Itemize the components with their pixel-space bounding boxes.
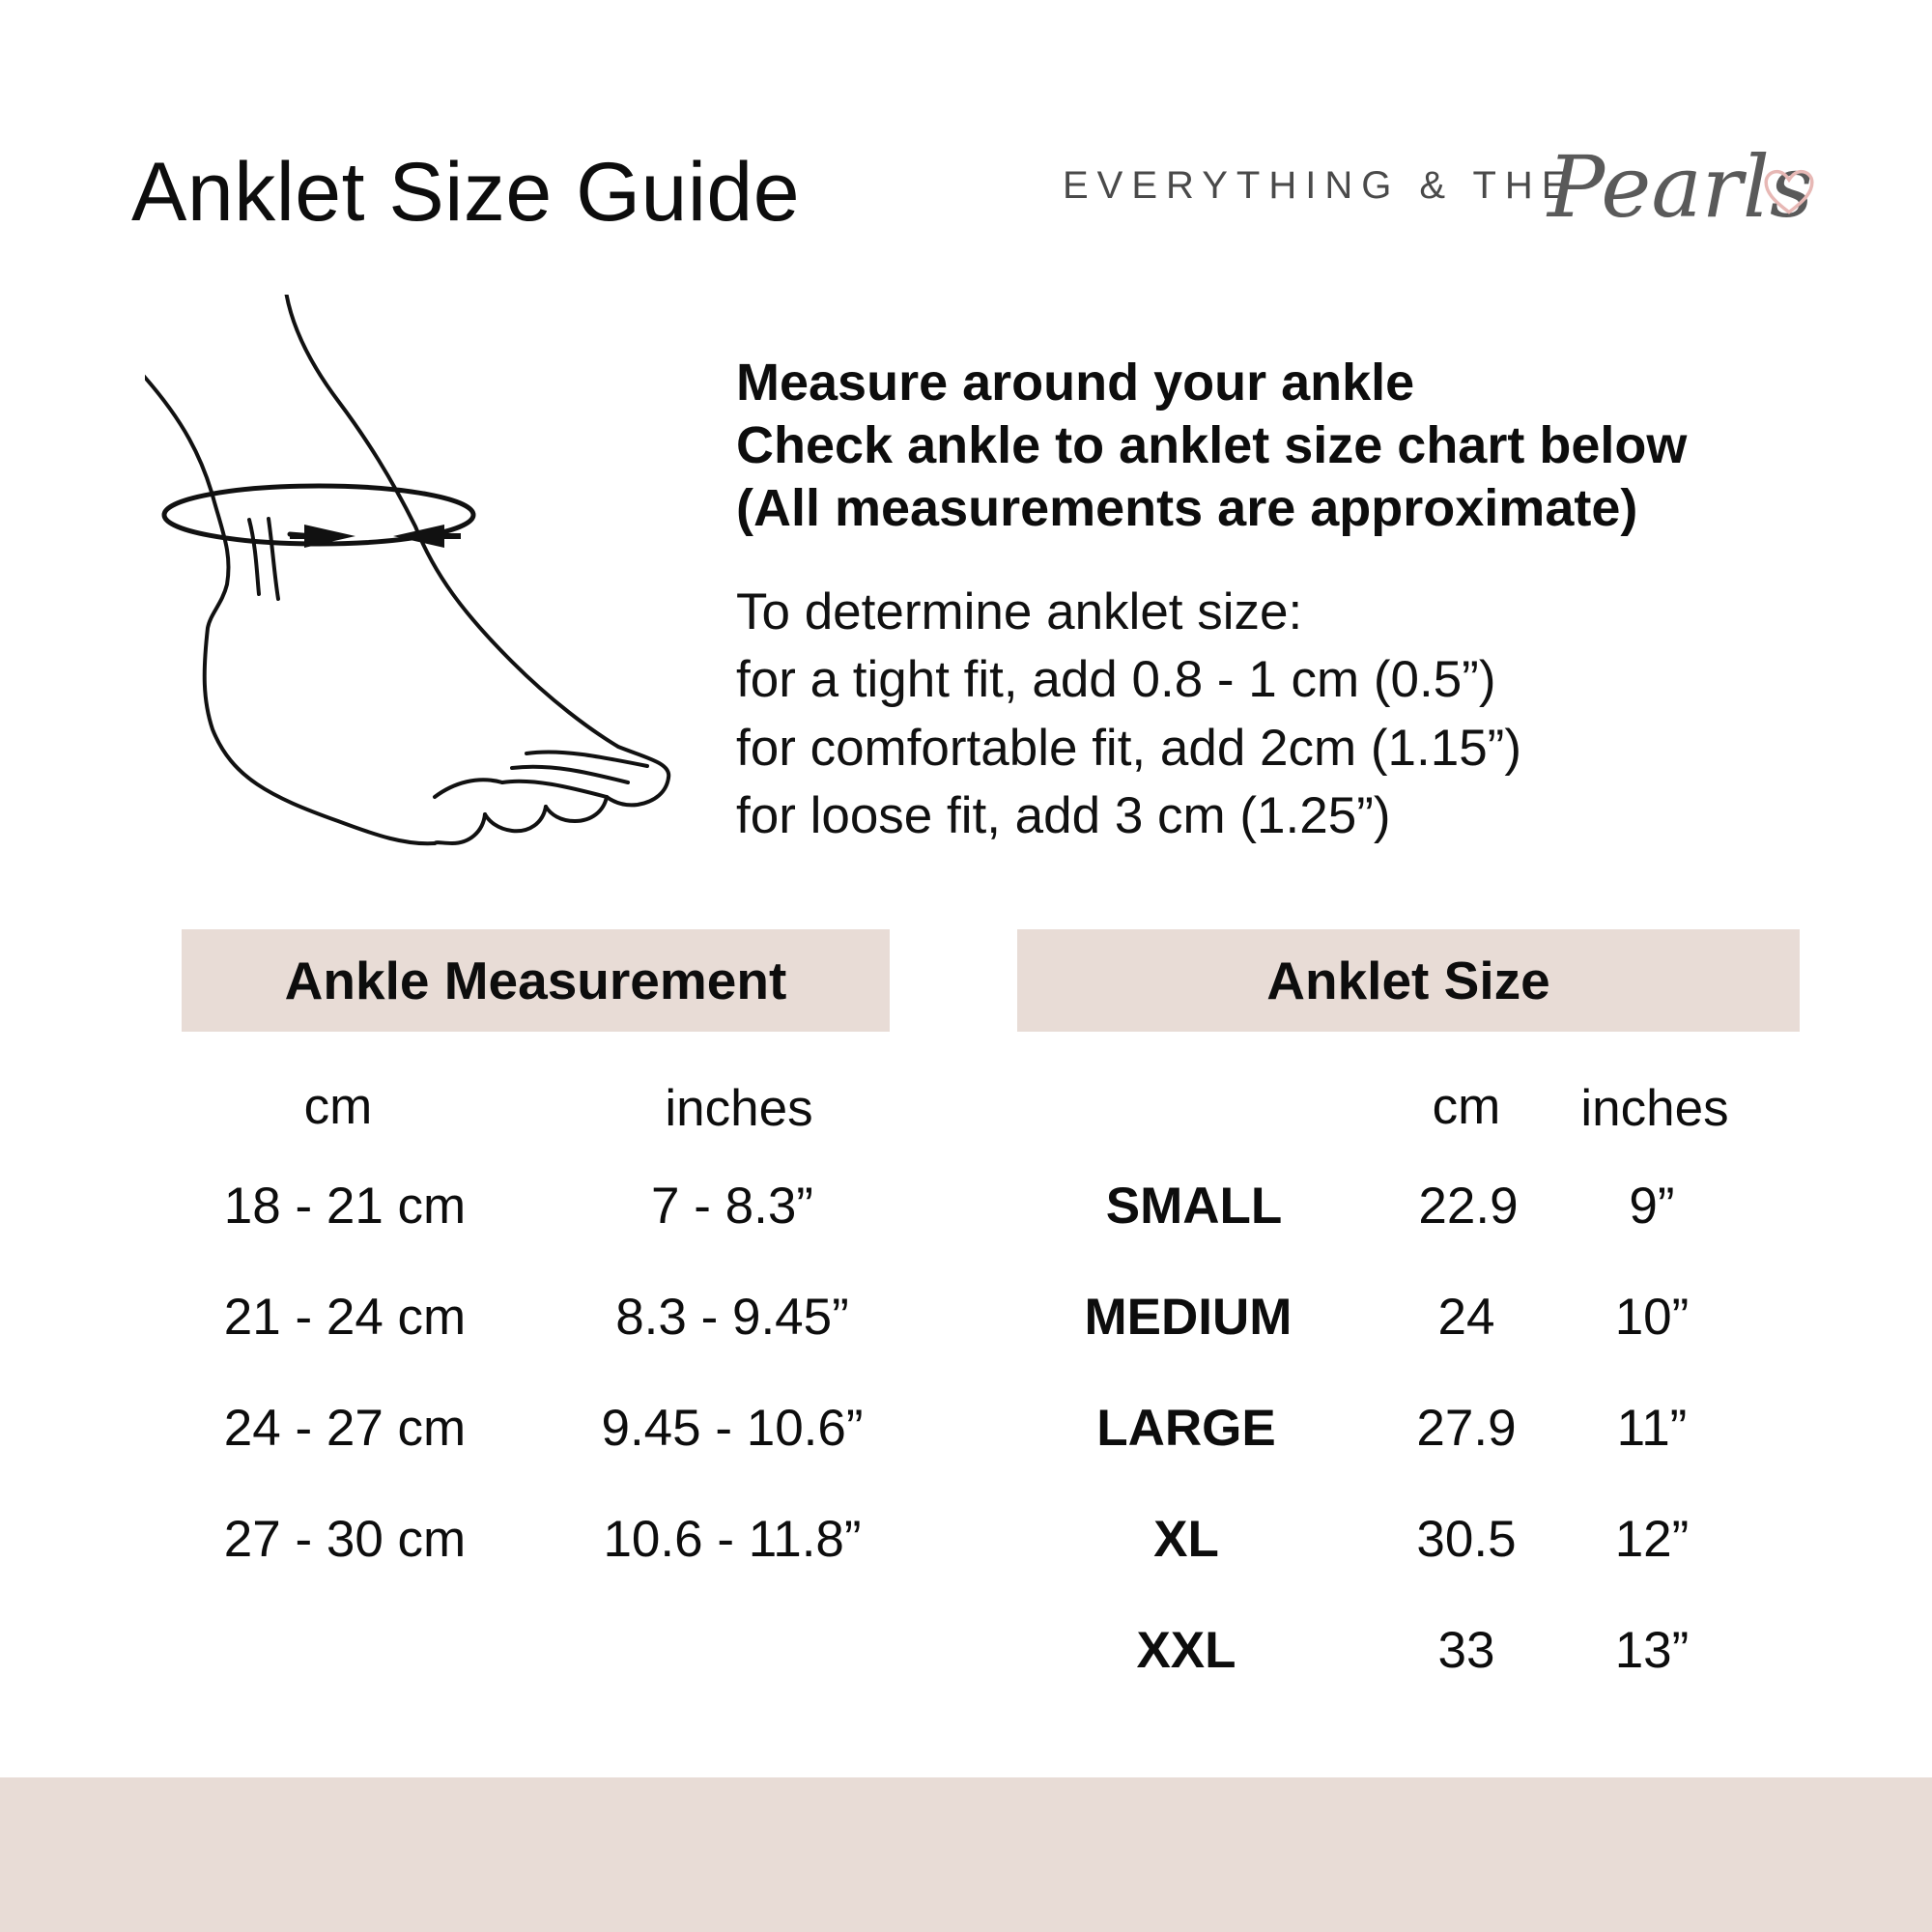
size-name: XXL [1136,1622,1236,1679]
column-header-cm: cm [1432,1078,1501,1135]
size-name: SMALL [1105,1178,1283,1235]
footer-band [0,1777,1932,1932]
size-name: XL [1153,1511,1219,1568]
instruction-line: To determine anklet size: [736,583,1303,640]
column-header-inches: inches [1580,1080,1729,1137]
table-cell-cm: 22.9 [1418,1178,1519,1235]
brand-script: Pearls [1548,137,1814,237]
anklet-size-header: Anklet Size [1017,929,1800,1032]
table-cell-cm: 18 - 21 cm [223,1178,467,1235]
table-cell-cm: 24 - 27 cm [223,1400,467,1457]
table-cell-cm: 21 - 24 cm [223,1289,467,1346]
table-cell-cm: 27.9 [1416,1400,1517,1457]
table-cell-inches: 9.45 - 10.6” [601,1400,864,1457]
instruction-line: for loose fit, add 3 cm (1.25”) [736,787,1391,844]
brand-text: EVERYTHING & THE [1063,164,1577,207]
table-cell-inches: 8.3 - 9.45” [615,1289,849,1346]
size-name: LARGE [1096,1400,1276,1457]
instruction-bold-line: Measure around your ankle [736,354,1415,412]
table-cell-cm: 33 [1437,1622,1495,1679]
table-cell-inches: 10” [1614,1289,1690,1346]
table-cell-inches: 9” [1629,1178,1675,1235]
instruction-bold-line: (All measurements are approximate) [736,479,1638,537]
ankle-measurement-header: Ankle Measurement [182,929,890,1032]
table-cell-inches: 12” [1614,1511,1690,1568]
table-cell-inches: 11” [1616,1400,1688,1457]
instruction-bold-line: Check ankle to anklet size chart below [736,416,1688,474]
column-header-inches: inches [665,1080,813,1137]
table-cell-cm: 24 [1437,1289,1495,1346]
brand-logo [1063,137,1816,242]
instruction-line: for comfortable fit, add 2cm (1.15”) [736,720,1521,777]
column-header-cm: cm [303,1078,373,1135]
table-cell-cm: 27 - 30 cm [223,1511,467,1568]
foot-ankle-measure-icon [145,295,696,855]
heart-outline-icon [1762,166,1816,220]
table-cell-inches: 10.6 - 11.8” [603,1511,862,1568]
table-cell-inches: 7 - 8.3” [651,1178,813,1235]
size-name: MEDIUM [1084,1289,1293,1346]
page-title: Anklet Size Guide [131,146,801,239]
instruction-line: for a tight fit, add 0.8 - 1 cm (0.5”) [736,651,1496,708]
table-cell-cm: 30.5 [1416,1511,1517,1568]
table-cell-inches: 13” [1614,1622,1690,1679]
